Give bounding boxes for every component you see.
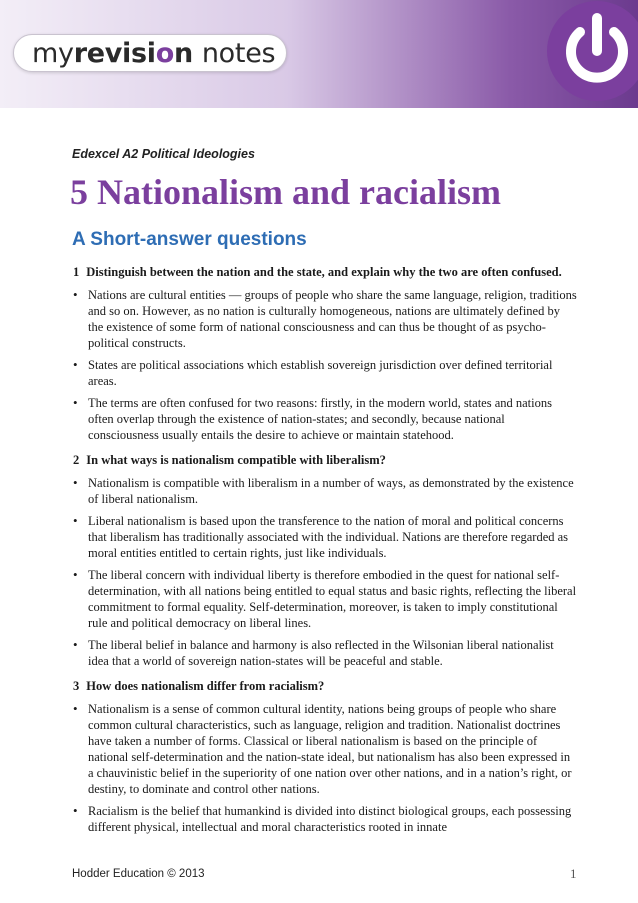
question-3 (73, 678, 577, 694)
page-number: 1 (570, 866, 577, 881)
logo-text-n: n (173, 37, 193, 69)
list-item: • Nationalism is a sense of common cultural identity, nations being groups of people who share common cultural characteristics, such as language, religion and tradition. Nationalist doctrines have taken a number of forms. Classical or liberal nationalism is based on the principle of national self-determination and the nation-state ideal, but nationalism has also been expressed in a chauvinistic belief in the superiority of one nation over other nations, and in a nation’s right, or destiny, to dominate and control other nations. (73, 701, 577, 797)
series-header: Edexcel A2 Political Ideologies (72, 147, 255, 161)
question-number: 3 (73, 679, 80, 693)
header-banner (0, 0, 638, 108)
logo-text-revision: revisi (73, 37, 156, 69)
list-item: • States are political associations which establish sovereign jurisdiction over defined territorial areas. (73, 357, 577, 389)
question-text: Distinguish between the nation and the state, and explain why the two are often confused. (86, 265, 562, 279)
question-1 (73, 264, 577, 280)
list-item: • The liberal concern with individual liberty is therefore embodied in the quest for national self-determination, with all nations being entitled to equal status and basic rights, reflecting the liberal commitment to formal equality. Self-determination, moreover, is taken to imply constitutional rule and political democracy on liberal lines. (73, 567, 577, 631)
list-item: • Nationalism is compatible with liberalism in a number of ways, as demonstrated by the existence of liberal nationalism. (73, 475, 577, 507)
page-title: 5 Nationalism and racialism (70, 172, 502, 212)
list-item: • Racialism is the belief that humankind is divided into distinct biological groups, each possessing different physical, intellectual and moral characteristics rooted in innate (73, 803, 577, 835)
question-text: In what ways is nationalism compatible with liberalism? (86, 453, 386, 467)
logo-text-notes: notes (201, 37, 276, 69)
answer-list-2 (73, 475, 577, 669)
question-number: 2 (73, 453, 80, 467)
list-item: • Liberal nationalism is based upon the transference to the nation of moral and political concerns that liberalism has traditionally associated with the individual. Nations are therefore regarded as moral entities entitled to certain rights, just like individuals. (73, 513, 577, 561)
answer-list-1 (73, 287, 577, 443)
list-item: • The liberal belief in balance and harmony is also reflected in the Wilsonian liberal nationalist idea that a world of sovereign nation-states will be peaceful and stable. (73, 637, 577, 669)
question-number: 1 (73, 265, 80, 279)
power-icon (542, 0, 638, 106)
list-item: • Nations are cultural entities — groups of people who share the same language, religion, traditions and so on. However, as no nation is culturally homogeneous, nations are ultimately defined by the existence of some form of national consciousness and can thus be thought of as psycho-political constructs. (73, 287, 577, 351)
question-text: How does nationalism differ from racialism? (86, 679, 325, 693)
logo-text-my: my (32, 37, 74, 69)
logo-text-o: o (155, 37, 174, 69)
answer-list-3 (73, 701, 577, 835)
list-item: • The terms are often confused for two reasons: firstly, in the modern world, states and nations often overlap through the existence of nation-states; and secondly, because national consciousness usually entails the desire to achieve or maintain statehood. (73, 395, 577, 443)
brand-logo (13, 34, 287, 72)
section-subtitle: A Short-answer questions (72, 229, 307, 250)
footer-publisher: Hodder Education © 2013 (72, 868, 205, 880)
question-2 (73, 452, 577, 468)
document-body (73, 264, 577, 841)
